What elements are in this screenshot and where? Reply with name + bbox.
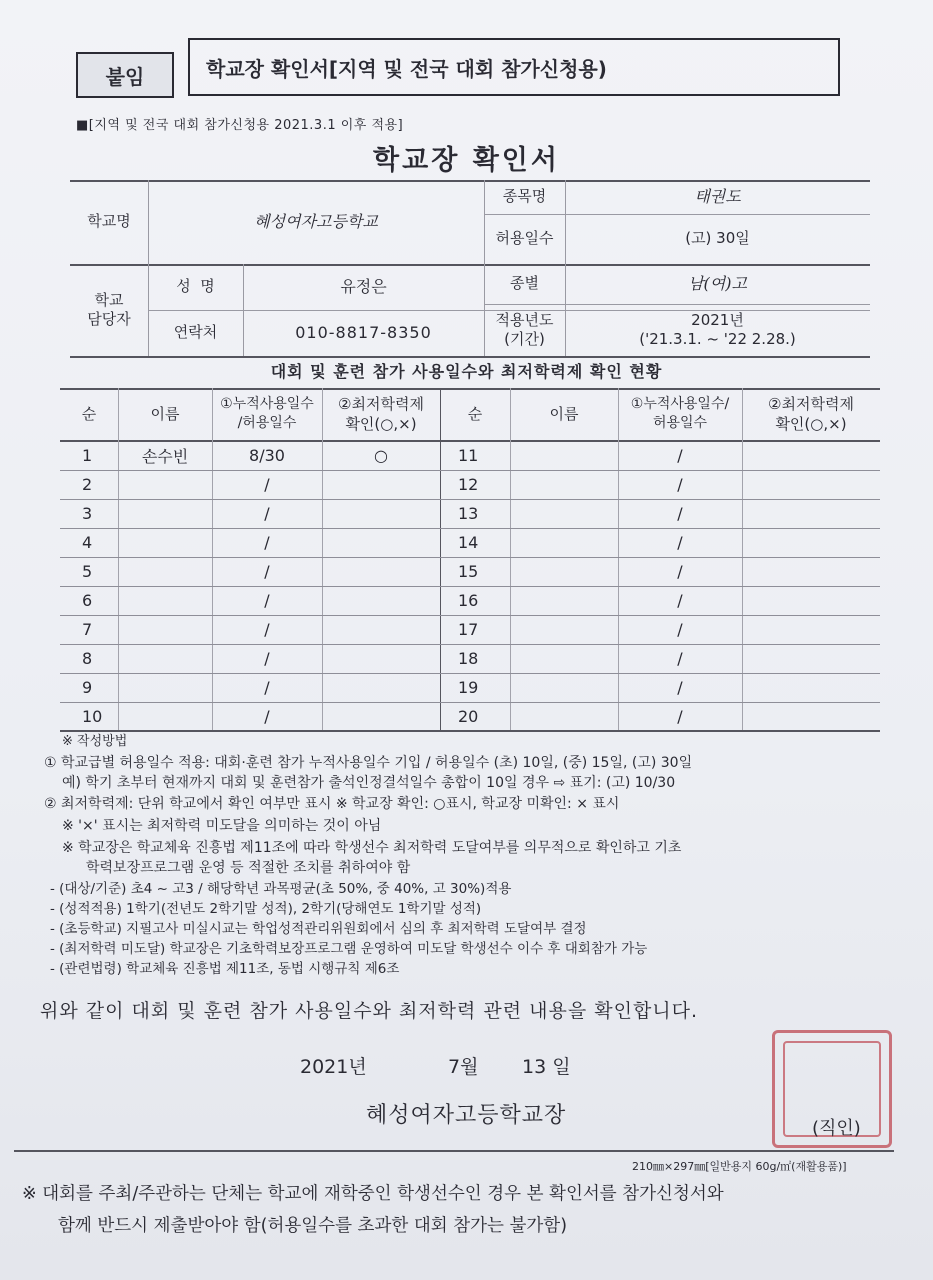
footer-divider (14, 1150, 894, 1152)
name-value: 유정은 (340, 276, 387, 296)
row-check-2 (742, 499, 880, 528)
row-name-2 (510, 557, 618, 586)
year-value: 2021년 ('21.3.1. ~ '22 2.28.) (639, 310, 796, 348)
header-name: 이름 (150, 404, 180, 423)
gender-value: 남(여)고 (688, 273, 747, 293)
row-check-2 (742, 528, 880, 557)
year-label: 적용년도 (기간) (495, 310, 554, 348)
row-check (322, 470, 440, 499)
row-no: 9 (82, 678, 93, 697)
row-check (322, 702, 440, 731)
row-no: 3 (82, 504, 93, 523)
row-name-2 (510, 702, 618, 731)
sport-value: 태권도 (694, 186, 741, 206)
note-1b: 예) 학기 초부터 현재까지 대회 및 훈련참가 출석인정결석일수 총합이 10일 경우 ⇨ 표기: (고) 10/30 (62, 775, 676, 791)
detail-1: - (대상/기준) 초4 ~ 고3 / 해당학년 과목평균(초 50%, 중 40%, 고 30%)적용 (50, 881, 512, 897)
row-no-2: 20 (458, 707, 479, 726)
row-no: 8 (82, 649, 93, 668)
contact-label: 연락처 (173, 323, 218, 342)
paper-spec: 210㎜×297㎜[일반용지 60g/㎡(재활용품)] (632, 1160, 847, 1173)
header-days: ①누적사용일수 /허용일수 (220, 396, 314, 431)
header-check: ②최저학력제 확인(○,×) (338, 394, 424, 433)
detail-5: - (관련법령) 학교체육 진흥법 제11조, 동법 시행규칙 제6조 (50, 961, 400, 977)
confirmation-text: 위와 같이 대회 및 훈련 참가 사용일수와 최저학력 관련 내용을 확인합니다. (40, 1000, 699, 1022)
row-name (118, 499, 212, 528)
row-days-2: / (677, 533, 683, 552)
row-no-2: 18 (458, 649, 479, 668)
footer-line-2: 함께 반드시 제출받아야 함(허용일수를 초과한 대회 참가는 불가함) (58, 1216, 568, 1236)
row-name (118, 615, 212, 644)
row-no: 7 (82, 620, 93, 639)
allowed-days-value: (고) 30일 (685, 229, 750, 248)
row-days-2: / (677, 649, 683, 668)
row-check (322, 586, 440, 615)
manager-label: 학교 담당자 (87, 290, 131, 328)
header-no-2: 순 (467, 404, 483, 423)
row-days: / (264, 620, 270, 639)
row-days-2: / (677, 475, 683, 494)
row-name-2 (510, 499, 618, 528)
row-name-2 (510, 441, 618, 470)
note-1a: ① 학교급별 허용일수 적용: 대회·훈련 참가 누적사용일수 기입 / 허용일수 (초) 10일, (중) 15일, (고) 30일 (44, 755, 693, 771)
contact-value: 010-8817-8350 (295, 322, 432, 342)
row-no: 1 (82, 446, 93, 465)
note-4b: 학력보장프로그램 운영 등 적절한 조치를 취하여야 함 (86, 860, 411, 876)
row-no: 10 (82, 707, 103, 726)
row-name-2 (510, 615, 618, 644)
row-name-2 (510, 673, 618, 702)
row-days: / (264, 562, 270, 581)
document-title: 학교장 확인서 (373, 145, 560, 176)
row-days: / (264, 591, 270, 610)
row-days-2: / (677, 707, 683, 726)
row-name (118, 557, 212, 586)
school-value: 혜성여자고등학교 (254, 211, 378, 231)
row-check (322, 528, 440, 557)
row-check-2 (742, 441, 880, 470)
seal-label: (직인) (812, 1118, 861, 1139)
row-name-2 (510, 586, 618, 615)
attachment-tag: 붙임 (76, 52, 174, 98)
form-title-box (188, 38, 840, 96)
principal-name: 혜성여자고등학교장 (366, 1103, 567, 1128)
row-days: / (264, 678, 270, 697)
name-label: 성 명 (176, 277, 215, 296)
note-2: ② 최저학력제: 단위 학교에서 확인 여부만 표시 ※ 학교장 확인: ○표시, 학교장 미확인: × 표시 (44, 796, 620, 812)
row-days-2: / (677, 504, 683, 523)
row-days-2: / (677, 562, 683, 581)
row-check (322, 673, 440, 702)
row-days: 8/30 (249, 446, 285, 465)
row-days: / (264, 475, 270, 494)
row-name (118, 586, 212, 615)
row-days: / (264, 649, 270, 668)
footer-line-1: ※ 대회를 주최/주관하는 단체는 학교에 재학중인 학생선수인 경우 본 확인서를 참가신청서와 (22, 1184, 724, 1204)
row-name (118, 673, 212, 702)
sport-label: 종목명 (502, 187, 547, 206)
row-name (118, 702, 212, 731)
row-check (322, 615, 440, 644)
row-no: 4 (82, 533, 93, 552)
header-name-2: 이름 (549, 404, 579, 423)
row-no: 6 (82, 591, 93, 610)
detail-2: - (성적적용) 1학기(전년도 2학기말 성적), 2학기(당해연도 1학기말 성적) (50, 901, 482, 917)
note-3: ※ '×' 표시는 최저학력 미도달을 의미하는 것이 아님 (62, 818, 382, 834)
row-check (322, 499, 440, 528)
row-name-2 (510, 528, 618, 557)
row-days-2: / (677, 591, 683, 610)
header-check-2: ②최저학력제 확인(○,×) (768, 394, 854, 433)
detail-4: - (최저학력 미도달) 학교장은 기초학력보장프로그램 운영하여 미도달 학생선수 이수 후 대회참가 가능 (50, 941, 648, 957)
row-check-2 (742, 557, 880, 586)
header-no: 순 (81, 404, 97, 423)
row-check-2 (742, 673, 880, 702)
row-days-2: / (677, 678, 683, 697)
row-check (322, 557, 440, 586)
row-no-2: 13 (458, 504, 479, 523)
detail-3: - (초등학교) 지필고사 미실시교는 학업성적관리위원회에서 심의 후 최저학력 도달여부 결정 (50, 921, 587, 937)
row-check (322, 644, 440, 673)
row-name-2 (510, 644, 618, 673)
row-no-2: 11 (458, 446, 479, 465)
row-days-2: / (677, 446, 683, 465)
form-title: 학교장 확인서[지역 및 전국 대회 참가신청용) (206, 56, 607, 81)
date-year: 2021년 (300, 1056, 367, 1078)
row-name (118, 470, 212, 499)
row-days: / (264, 707, 270, 726)
row-no: 5 (82, 562, 93, 581)
row-no: 2 (82, 475, 93, 494)
row-no-2: 17 (458, 620, 479, 639)
school-label: 학교명 (87, 212, 131, 231)
row-check-2 (742, 586, 880, 615)
note-4a: ※ 학교장은 학교체육 진흥법 제11조에 따라 학생선수 최저학력 도달여부를 의무적으로 확인하고 기초 (62, 840, 682, 856)
allowed-days-label: 허용일수 (495, 229, 554, 248)
row-no-2: 15 (458, 562, 479, 581)
row-name (118, 644, 212, 673)
row-no-2: 16 (458, 591, 479, 610)
row-name: 손수빈 (141, 447, 189, 466)
row-check-2 (742, 615, 880, 644)
date-month: 7월 (448, 1056, 479, 1078)
row-check-2 (742, 644, 880, 673)
gender-label: 종별 (510, 274, 539, 293)
row-days: / (264, 533, 270, 552)
row-check: ○ (374, 446, 388, 465)
date-day: 13 일 (522, 1056, 571, 1078)
row-check-2 (742, 702, 880, 731)
row-name (118, 528, 212, 557)
notes-heading: ※ 작성방법 (62, 734, 128, 749)
applies-note: ■[지역 및 전국 대회 참가신청용 2021.3.1 이후 적용] (76, 118, 404, 133)
row-no-2: 12 (458, 475, 479, 494)
row-days: / (264, 504, 270, 523)
table-title: 대회 및 훈련 참가 사용일수와 최저학력제 확인 현황 (270, 362, 663, 381)
header-days-2: ①누적사용일수/ 허용일수 (630, 396, 730, 431)
row-days-2: / (677, 620, 683, 639)
row-check-2 (742, 470, 880, 499)
row-name-2 (510, 470, 618, 499)
row-no-2: 14 (458, 533, 479, 552)
row-no-2: 19 (458, 678, 479, 697)
